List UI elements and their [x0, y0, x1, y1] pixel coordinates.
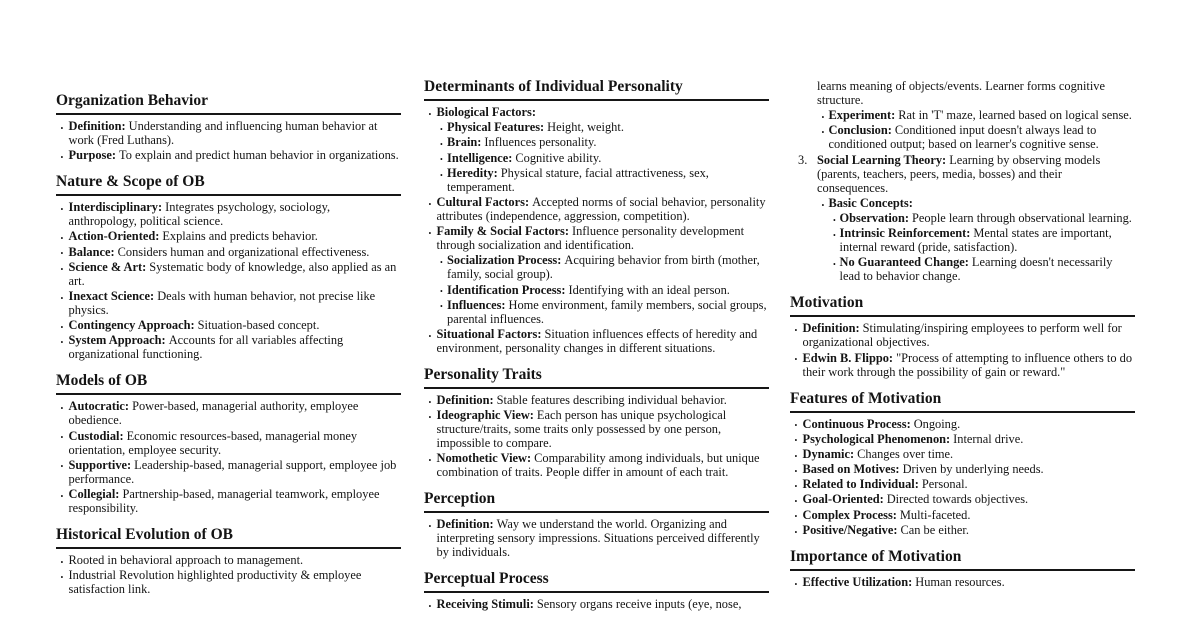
list-item [56, 553, 401, 567]
bullet-icon: • [794, 421, 798, 431]
item-text: Influence personality development through socialization and identification. [436, 224, 745, 253]
section-heading: Perception [424, 489, 769, 513]
list-item [790, 508, 1135, 522]
list-item [424, 195, 769, 223]
item-label: Socialization Process: [447, 253, 562, 268]
list-item [790, 523, 1135, 537]
bullet-icon: • [833, 230, 836, 240]
bullet-icon: • [428, 522, 432, 532]
item-label: Biological Factors: [436, 105, 536, 119]
item-text: "Process of attempting to influence others to do their work through the possibility of gain or reward." [802, 350, 1133, 379]
item-label: Family & Social Factors: [436, 224, 569, 239]
item-label: Social Learning Theory: [817, 152, 947, 167]
item-label: Definition: [68, 119, 126, 133]
list-item [424, 393, 769, 407]
bullet-list [424, 597, 769, 611]
item-label: System Approach: [68, 333, 166, 348]
item-text: Ongoing. [913, 416, 961, 431]
item-text: Learning by observing models (parents, teachers, peers, media, bosses) and their consequences. [817, 152, 1101, 195]
bullet-icon: • [440, 140, 443, 150]
item-label: Positive/Negative: [802, 522, 898, 537]
item-text: Stable features describing individual behavior. [496, 392, 727, 407]
item-label: Complex Process: [802, 507, 897, 522]
list-item [56, 229, 401, 243]
paragraph-continuation [790, 79, 1135, 107]
bullet-icon: • [833, 215, 836, 225]
item-label: Supportive: [68, 457, 132, 472]
item-label: Cultural Factors: [436, 194, 530, 209]
item-label: Definition: [436, 517, 494, 532]
list-item [790, 351, 1135, 379]
list-item [424, 517, 769, 559]
item-label: Receiving Stimuli: [436, 597, 534, 612]
bullet-list [56, 399, 401, 515]
item-label: Goal-Oriented: [802, 492, 884, 507]
bullet-icon: • [428, 109, 432, 119]
item-text: Explains and predicts behavior. [162, 229, 318, 244]
bullet-icon: • [440, 170, 443, 180]
item-text: Acquiring behavior from birth (mother, family, social group). [447, 253, 760, 282]
section-heading: Organization Behavior [56, 91, 401, 115]
column-1 [56, 91, 401, 597]
item-label: Heredity: [447, 165, 498, 180]
item-label: Observation: [839, 210, 910, 225]
item-label: Identification Process: [447, 282, 566, 297]
list-item [790, 255, 1135, 283]
item-text: Comparability among individuals, but unique combination of traits. People differ in amount of each trait. [436, 451, 760, 480]
list-item [790, 432, 1135, 446]
bullet-icon: • [794, 579, 798, 589]
list-item [56, 245, 401, 259]
item-text: Leadership-based, managerial support, employee job performance. [68, 457, 397, 486]
item-label: Contingency Approach: [68, 318, 195, 333]
bullet-icon: • [60, 204, 64, 214]
list-item [424, 105, 769, 119]
item-text: Influences personality. [484, 135, 597, 150]
bullet-icon: • [440, 258, 443, 268]
item-label: Intelligence: [447, 150, 513, 165]
item-text: Directed towards objectives. [886, 492, 1029, 507]
bullet-icon: • [60, 293, 64, 303]
item-label: Ideographic View: [436, 408, 534, 423]
column-3 [790, 79, 1135, 590]
section-heading: Determinants of Individual Personality [424, 77, 769, 101]
list-item [424, 166, 769, 194]
item-text: Human resources. [915, 574, 1005, 589]
item-text: Internal drive. [953, 431, 1024, 446]
bullet-icon: • [440, 302, 443, 312]
item-text: Way we understand the world. Organizing and interpreting sensory impressions. Situations perceived differently by individuals. [436, 517, 760, 560]
bullet-icon: • [60, 462, 64, 472]
bullet-icon: • [794, 527, 798, 537]
bullet-icon: • [833, 260, 836, 270]
list-item [56, 487, 401, 515]
item-label: Physical Features: [447, 120, 545, 135]
bullet-list [424, 517, 769, 559]
item-text: Systematic body of knowledge, also applied as an art. [68, 259, 397, 288]
item-label: Action-Oriented: [68, 229, 160, 244]
list-item [424, 451, 769, 479]
bullet-icon: • [794, 451, 798, 461]
item-label: Edwin B. Flippo: [802, 350, 894, 365]
item-text: Multi-faceted. [899, 507, 971, 522]
item-label: Intrinsic Reinforcement: [839, 226, 971, 241]
item-label: Custodial: [68, 428, 124, 443]
item-text: Cognitive ability. [515, 150, 602, 165]
bullet-icon: • [794, 326, 798, 336]
item-label: Basic Concepts: [828, 195, 913, 210]
item-text: Deals with human behavior, not precise like physics. [68, 288, 376, 317]
item-label: Experiment: [828, 108, 896, 123]
bullet-icon: • [60, 234, 64, 244]
bullet-list [790, 321, 1135, 378]
list-item [424, 151, 769, 165]
section-heading: Importance of Motivation [790, 547, 1135, 571]
item-text: Mental states are important, internal reward (pride, satisfaction). [839, 226, 1112, 255]
item-label: Continuous Process: [802, 416, 911, 431]
item-text: Stimulating/inspiring employees to perform well for organizational objectives. [802, 321, 1122, 350]
list-item [790, 196, 1135, 210]
list-item [424, 283, 769, 297]
item-label: Inexact Science: [68, 288, 155, 303]
list-item [424, 597, 769, 611]
item-text: Home environment, family members, social groups, parental influences. [447, 297, 767, 326]
list-item [424, 135, 769, 149]
item-text: Economic resources-based, managerial money orientation, employee security. [68, 428, 358, 457]
list-item [424, 224, 769, 252]
bullet-icon: • [428, 228, 432, 238]
section-heading: Perceptual Process [424, 569, 769, 593]
bullet-list [56, 200, 401, 361]
list-item [424, 253, 769, 281]
item-label: Interdisciplinary: [68, 200, 163, 215]
item-text: Personal. [921, 477, 968, 492]
list-item [790, 226, 1135, 254]
item-text: Situation-based concept. [197, 318, 320, 333]
list-item [56, 260, 401, 288]
bullet-list [424, 105, 769, 355]
list-item [790, 447, 1135, 461]
item-label: Brain: [447, 135, 482, 150]
section-heading: Historical Evolution of OB [56, 525, 401, 549]
bullet-icon: • [440, 124, 443, 134]
bullet-icon: • [60, 338, 64, 348]
bullet-icon: • [60, 322, 64, 332]
item-text: Rat in 'T' maze, learned based on logical sense. [898, 108, 1132, 123]
bullet-icon: • [794, 497, 798, 507]
item-label: Autocratic: [68, 399, 130, 414]
list-item [790, 477, 1135, 491]
item-text: To explain and predict human behavior in organizations. [119, 148, 399, 163]
bullet-icon: • [821, 112, 825, 122]
list-item [56, 289, 401, 317]
bullet-icon: • [428, 602, 432, 612]
item-text: Conditioned input doesn't always lead to conditioned output; based on learner's cognitive sense. [828, 123, 1099, 152]
item-text: Can be either. [900, 522, 969, 537]
bullet-icon: • [794, 512, 798, 522]
section-heading: Models of OB [56, 371, 401, 395]
bullet-icon: • [794, 355, 798, 365]
list-item [790, 211, 1135, 225]
bullet-icon: • [821, 200, 825, 210]
item-text: Accounts for all variables affecting organizational functioning. [68, 333, 344, 362]
list-item [424, 327, 769, 355]
item-text: Industrial Revolution highlighted productivity & employee satisfaction link. [68, 568, 362, 597]
column-2 [424, 77, 769, 612]
list-item [424, 298, 769, 326]
item-label: Purpose: [68, 148, 116, 163]
bullet-icon: • [440, 155, 443, 165]
item-label: Conclusion: [828, 123, 892, 138]
list-item [424, 120, 769, 134]
item-text: Driven by underlying needs. [902, 462, 1044, 477]
item-label: Situational Factors: [436, 326, 542, 341]
bullet-icon: • [794, 466, 798, 476]
list-item [790, 492, 1135, 506]
list-item [790, 417, 1135, 431]
list-item [790, 462, 1135, 476]
bullet-icon: • [60, 433, 64, 443]
bullet-list [790, 417, 1135, 537]
list-item [56, 148, 401, 162]
bullet-icon: • [60, 152, 64, 162]
section-heading: Motivation [790, 293, 1135, 317]
list-item [56, 333, 401, 361]
bullet-icon: • [428, 412, 432, 422]
bullet-icon: • [428, 456, 432, 466]
item-text: Changes over time. [857, 446, 954, 461]
bullet-icon: • [821, 128, 825, 138]
item-text: Rooted in behavioral approach to management. [68, 552, 304, 567]
numbered-item [790, 153, 1135, 195]
list-item [790, 108, 1135, 122]
bullet-icon: • [794, 482, 798, 492]
list-item [56, 119, 401, 147]
bullet-list [790, 575, 1135, 589]
bullet-icon: • [428, 397, 432, 407]
section-heading: Nature & Scope of OB [56, 172, 401, 196]
bullet-icon: • [60, 491, 64, 501]
bullet-icon: • [60, 123, 64, 133]
item-text: Accepted norms of social behavior, personality attributes (independence, aggression, competition). [436, 194, 766, 223]
bullet-list [790, 79, 1135, 283]
item-text: Partnership-based, managerial teamwork, employee responsibility. [68, 486, 380, 515]
item-label: Science & Art: [68, 259, 147, 274]
item-text: Height, weight. [547, 120, 624, 135]
bullet-list [424, 393, 769, 479]
list-item [56, 568, 401, 596]
list-item [56, 399, 401, 427]
section-heading: Features of Motivation [790, 389, 1135, 413]
item-text: Understanding and influencing human behavior at work (Fred Luthans). [68, 119, 378, 147]
bullet-icon: • [60, 249, 64, 259]
bullet-icon: • [794, 436, 798, 446]
list-item [56, 318, 401, 332]
item-text: Physical stature, facial attractiveness, sex, temperament. [447, 165, 709, 194]
item-label: Collegial: [68, 486, 120, 501]
item-label: Definition: [436, 392, 494, 407]
list-item [790, 123, 1135, 151]
bullet-icon: • [440, 287, 443, 297]
item-text: Identifying with an ideal person. [568, 282, 730, 297]
item-label: Influences: [447, 297, 506, 312]
bullet-icon: • [428, 331, 432, 341]
list-item [56, 200, 401, 228]
item-text: Each person has unique psychological structure/traits, some traits only possessed by one person, impossible to compare. [436, 408, 727, 451]
item-label: Definition: [802, 321, 860, 336]
bullet-icon: • [60, 264, 64, 274]
item-text: People learn through observational learning. [912, 210, 1132, 225]
bullet-list [56, 119, 401, 162]
list-item [790, 321, 1135, 349]
bullet-icon: • [428, 199, 432, 209]
item-text: Integrates psychology, sociology, anthropology, political science. [68, 200, 331, 229]
item-label: Balance: [68, 244, 115, 259]
item-number: 3. [798, 152, 808, 167]
item-text: Power-based, managerial authority, employee obedience. [68, 399, 359, 428]
bullet-icon: • [60, 557, 64, 567]
list-item [424, 408, 769, 450]
item-label: No Guaranteed Change: [839, 255, 969, 270]
item-label: Psychological Phenomenon: [802, 431, 951, 446]
list-item [790, 575, 1135, 589]
item-text: Situation influences effects of heredity and environment, personality changes in different situations. [436, 326, 758, 355]
item-text: Considers human and organizational effectiveness. [117, 244, 370, 259]
bullet-icon: • [60, 404, 64, 414]
item-label: Nomothetic View: [436, 451, 532, 466]
section-heading: Personality Traits [424, 365, 769, 389]
item-label: Related to Individual: [802, 477, 919, 492]
list-item [56, 458, 401, 486]
item-text: Sensory organs receive inputs (eye, nose, [536, 597, 742, 612]
item-label: Dynamic: [802, 446, 855, 461]
bullet-list [56, 553, 401, 596]
item-text: learns meaning of objects/events. Learner forms cognitive structure. [817, 79, 1105, 107]
item-text: Learning doesn't necessarily lead to behavior change. [839, 255, 1113, 284]
list-item [56, 429, 401, 457]
item-label: Effective Utilization: [802, 574, 913, 589]
bullet-icon: • [60, 572, 64, 582]
item-label: Based on Motives: [802, 462, 900, 477]
